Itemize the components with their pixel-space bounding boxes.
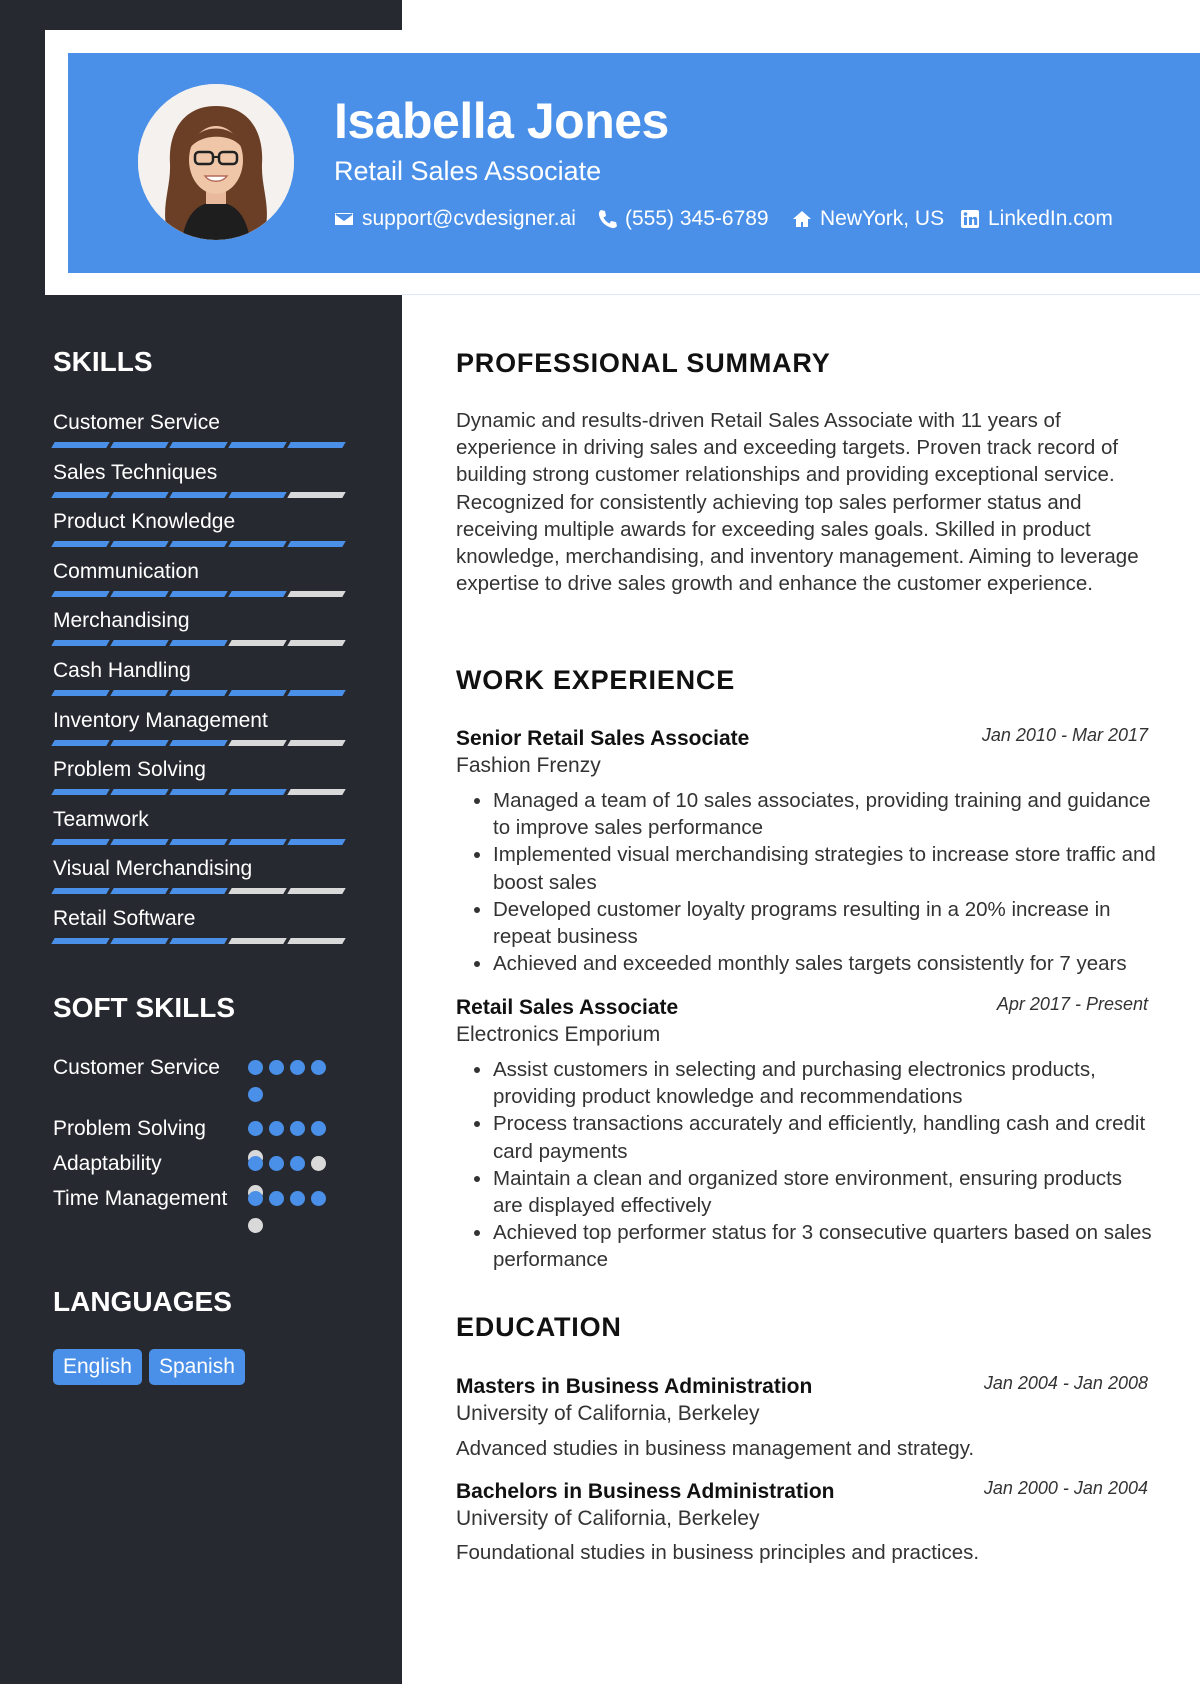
skill-item <box>53 857 353 894</box>
degree-title-1: Masters in Business Administration <box>456 1375 813 1398</box>
skill-level-segment <box>287 888 345 894</box>
skill-level-segment <box>110 888 168 894</box>
experience-heading: WORK EXPERIENCE <box>456 665 736 695</box>
skill-level-segment <box>287 442 345 448</box>
skill-level-segment <box>110 690 168 696</box>
job-title-1: Senior Retail Sales Associate <box>456 727 750 750</box>
skill-name: Teamwork <box>53 807 149 831</box>
skills-heading: SKILLS <box>53 346 153 377</box>
language-tag-spanish: Spanish <box>149 1349 245 1385</box>
soft-skill-rating <box>248 1185 338 1265</box>
job-company-2: Electronics Emporium <box>456 1023 661 1046</box>
skill-level-segment <box>51 640 109 646</box>
soft-skill-name: Adaptability <box>53 1152 162 1175</box>
job-dates-1: Jan 2010 - Mar 2017 <box>981 725 1148 745</box>
list-item: • Achieved and exceeded monthly sales targets consistently for 7 years <box>493 950 1156 977</box>
contact-phone[interactable] <box>597 207 769 231</box>
skill-level-segment <box>110 442 168 448</box>
skill-level-bar <box>53 839 353 845</box>
skill-level-segment <box>228 690 286 696</box>
skill-item <box>53 709 353 746</box>
contact-email-text: support@cvdesigner.ai <box>362 207 576 230</box>
skill-level-segment <box>110 492 168 498</box>
home-icon <box>792 209 812 229</box>
skill-level-segment <box>51 690 109 696</box>
skill-name: Problem Solving <box>53 758 206 782</box>
job-dates-2: Apr 2017 - Present <box>996 994 1148 1014</box>
skill-name: Retail Software <box>53 907 196 930</box>
envelope-icon <box>334 209 354 229</box>
skill-level-bar <box>53 541 353 547</box>
list-item: • Achieved top performer status for 3 consecutive quarters based on sales performance <box>493 1219 1156 1273</box>
skill-name: Product Knowledge <box>53 510 236 534</box>
skill-level-segment <box>51 789 109 795</box>
skill-level-segment <box>287 740 345 746</box>
rating-dot <box>269 1191 284 1206</box>
rating-dot <box>269 1060 284 1075</box>
rating-dot <box>290 1156 305 1171</box>
skill-level-segment <box>228 789 286 795</box>
rating-dot <box>290 1060 305 1075</box>
skill-name: Sales Techniques <box>53 460 218 484</box>
linkedin-icon <box>960 209 980 229</box>
skill-level-segment <box>228 839 286 845</box>
skill-level-segment <box>51 938 109 944</box>
profile-photo <box>138 84 294 240</box>
skill-level-segment <box>169 591 227 597</box>
skill-level-segment <box>169 839 227 845</box>
rating-dot <box>311 1060 326 1075</box>
skill-level-segment <box>169 640 227 646</box>
skill-level-bar <box>53 591 353 597</box>
soft-skills-heading: SOFT SKILLS <box>53 992 235 1023</box>
skill-level-segment <box>169 492 227 498</box>
language-tag-english: English <box>53 1349 142 1385</box>
skill-level-segment <box>169 888 227 894</box>
summary-heading: PROFESSIONAL SUMMARY <box>456 348 831 378</box>
skill-item <box>53 560 353 597</box>
skill-level-segment <box>169 541 227 547</box>
degree-school-2: University of California, Berkeley <box>456 1507 760 1530</box>
list-item: • Maintain a clean and organized store environment, ensuring products are displayed effectively <box>493 1165 1156 1219</box>
rating-dot <box>248 1156 263 1171</box>
soft-skill-name: Problem Solving <box>53 1117 206 1140</box>
skill-item <box>53 907 353 944</box>
skill-level-segment <box>110 541 168 547</box>
skill-level-segment <box>51 492 109 498</box>
contact-phone-text: (555) 345-6789 <box>625 207 769 230</box>
rating-dot <box>290 1121 305 1136</box>
skill-level-segment <box>51 591 109 597</box>
skill-level-segment <box>110 640 168 646</box>
skill-name: Customer Service <box>53 411 220 434</box>
skill-item <box>53 411 353 448</box>
degree-description-2: Foundational studies in business principles and practices. <box>456 1541 980 1564</box>
skill-level-segment <box>169 442 227 448</box>
skill-level-segment <box>287 591 345 597</box>
skill-level-bar <box>53 888 353 894</box>
education-heading: EDUCATION <box>456 1312 622 1342</box>
skill-item <box>53 609 353 646</box>
skill-item <box>53 461 353 498</box>
skill-level-segment <box>287 640 345 646</box>
degree-title-2: Bachelors in Business Administration <box>456 1480 835 1503</box>
rating-dot <box>311 1191 326 1206</box>
candidate-name: Isabella Jones <box>334 93 669 149</box>
skill-level-segment <box>169 690 227 696</box>
rating-dot <box>248 1121 263 1136</box>
rating-dot <box>248 1218 263 1233</box>
skill-level-segment <box>51 541 109 547</box>
skill-item <box>53 758 353 795</box>
skill-level-bar <box>53 938 353 944</box>
skill-level-segment <box>110 839 168 845</box>
contact-linkedin-text: LinkedIn.com <box>988 207 1113 230</box>
skill-name: Communication <box>53 559 199 583</box>
skill-level-segment <box>169 740 227 746</box>
skill-level-segment <box>287 690 345 696</box>
skill-level-bar <box>53 442 353 448</box>
skill-level-segment <box>110 591 168 597</box>
list-item: • Process transactions accurately and efficiently, handling cash and credit card payments <box>493 1110 1156 1164</box>
rating-dot <box>269 1121 284 1136</box>
skill-level-bar <box>53 690 353 696</box>
job-bullets-1 <box>456 787 1156 977</box>
skill-name: Cash Handling <box>53 659 191 682</box>
skill-level-segment <box>110 938 168 944</box>
rating-dot <box>290 1191 305 1206</box>
skill-level-segment <box>228 492 286 498</box>
contact-location-text: NewYork, US <box>820 207 945 230</box>
phone-icon <box>597 209 617 229</box>
skill-level-segment <box>51 839 109 845</box>
skill-level-bar <box>53 740 353 746</box>
contact-linkedin[interactable] <box>960 207 1113 231</box>
contact-email[interactable] <box>334 207 576 231</box>
skill-item <box>53 808 353 845</box>
list-item: • Managed a team of 10 sales associates, providing training and guidance to improve sales performance <box>493 787 1156 841</box>
rating-dot <box>311 1121 326 1136</box>
skill-name: Merchandising <box>53 609 190 633</box>
skill-name: Visual Merchandising <box>53 857 253 881</box>
job-company-1: Fashion Frenzy <box>456 754 601 777</box>
list-item: • Implemented visual merchandising strategies to increase store traffic and boost sales <box>493 841 1156 895</box>
skill-item <box>53 510 353 547</box>
skill-level-bar <box>53 789 353 795</box>
candidate-title: Retail Sales Associate <box>334 156 602 186</box>
skill-level-segment <box>169 938 227 944</box>
skill-level-segment <box>228 888 286 894</box>
soft-skill-name: Time Management <box>53 1187 228 1210</box>
rating-dot <box>311 1156 326 1171</box>
job-bullets-2 <box>456 1056 1156 1274</box>
skill-level-segment <box>169 789 227 795</box>
skill-level-segment <box>51 740 109 746</box>
degree-description-1: Advanced studies in business management and strategy. <box>456 1437 975 1460</box>
skill-level-segment <box>228 938 286 944</box>
skill-item <box>53 659 353 696</box>
skill-level-bar <box>53 640 353 646</box>
degree-dates-1: Jan 2004 - Jan 2008 <box>983 1373 1148 1393</box>
list-item: • Assist customers in selecting and purchasing electronics products, providing product knowledge and recommendations <box>493 1056 1156 1110</box>
header-divider <box>402 294 1200 295</box>
job-title-2: Retail Sales Associate <box>456 996 679 1019</box>
skill-level-bar <box>53 492 353 498</box>
soft-skill-name: Customer Service <box>53 1056 220 1079</box>
rating-dot <box>269 1156 284 1171</box>
skill-level-segment <box>287 492 345 498</box>
skill-level-segment <box>228 442 286 448</box>
skill-level-segment <box>287 541 345 547</box>
contact-location[interactable] <box>792 207 944 231</box>
summary-text: Dynamic and results-driven Retail Sales Associate with 11 years of experience in driving sales and exceeding targets. Proven track record of building strong customer relationships and providing exceptional service. Recognized for consistently achieving top sales performer status and receiving multiple awards for exceeding sales goals. Skilled in product knowledge, merchandising, and inventory management. Aiming to leverage expertise to drive sales growth and enhance the customer experience. <box>456 409 1139 596</box>
degree-school-1: University of California, Berkeley <box>456 1402 760 1425</box>
rating-dot <box>248 1087 263 1102</box>
skill-level-segment <box>228 640 286 646</box>
degree-dates-2: Jan 2000 - Jan 2004 <box>983 1478 1148 1498</box>
list-item: • Developed customer loyalty programs resulting in a 20% increase in repeat business <box>493 896 1156 950</box>
rating-dot <box>248 1060 263 1075</box>
rating-dot <box>248 1191 263 1206</box>
skill-level-segment <box>51 888 109 894</box>
skill-level-segment <box>287 839 345 845</box>
skill-level-segment <box>110 789 168 795</box>
skill-level-segment <box>287 938 345 944</box>
skill-level-segment <box>228 541 286 547</box>
skill-level-segment <box>287 789 345 795</box>
skill-level-segment <box>228 591 286 597</box>
skill-level-segment <box>228 740 286 746</box>
skill-name: Inventory Management <box>53 708 268 732</box>
skill-level-segment <box>110 740 168 746</box>
languages-heading: LANGUAGES <box>53 1286 232 1317</box>
skill-level-segment <box>51 442 109 448</box>
